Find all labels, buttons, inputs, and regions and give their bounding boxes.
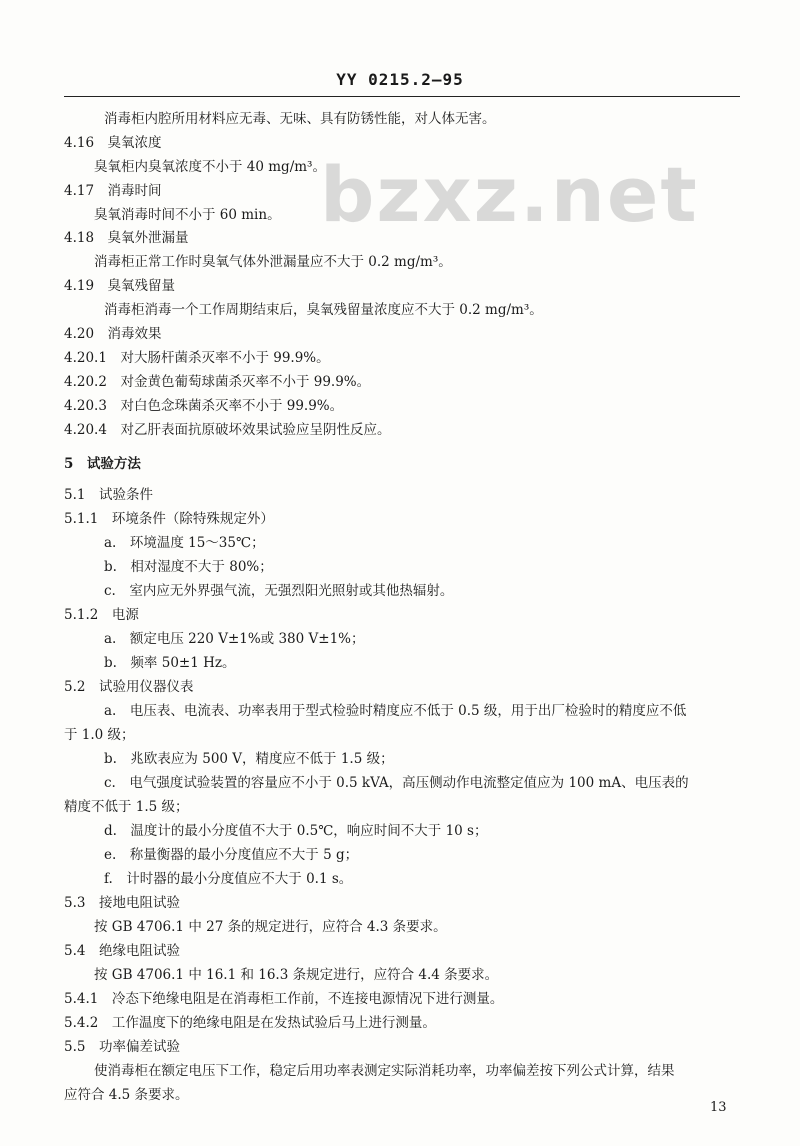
section-heading: 5.3 接地电阻试验 <box>64 895 180 911</box>
list-item: b. 兆欧表应为 500 V，精度应不低于 1.5 级； <box>104 751 394 767</box>
text-line: 臭氧柜内臭氧浓度不小于 40 mg/m³。 <box>94 159 326 175</box>
list-item-continuation: 精度不低于 1.5 级； <box>64 799 189 815</box>
section-heading: 5.1 试验条件 <box>64 487 153 503</box>
list-item: a. 电压表、电流表、功率表用于型式检验时精度应不低于 0.5 级，用于出厂检验时的精度应不低 <box>104 703 687 719</box>
list-item: f. 计时器的最小分度值应不大于 0.1 s。 <box>104 871 353 887</box>
section-heading: 4.17 消毒时间 <box>64 183 162 199</box>
text-line: 应符合 4.5 条要求。 <box>64 1087 189 1103</box>
text-line: 按 GB 4706.1 中 16.1 和 16.3 条规定进行，应符合 4.4 条要求。 <box>94 967 499 983</box>
page-number: 13 <box>710 1100 727 1115</box>
text-line: 消毒柜消毒一个工作周期结束后，臭氧残留量浓度应不大于 0.2 mg/m³。 <box>104 302 543 318</box>
page-header: YY 0215.2—95 <box>336 70 464 89</box>
list-item: c. 室内应无外界强气流，无强烈阳光照射或其他热辐射。 <box>104 583 454 599</box>
list-item: a. 环境温度 15～35℃； <box>104 535 265 551</box>
list-item: e. 称量衡器的最小分度值应不大于 5 g； <box>104 847 359 863</box>
list-item: a. 额定电压 220 V±1%或 380 V±1%； <box>104 631 365 647</box>
section-heading: 4.16 臭氧浓度 <box>64 135 162 151</box>
text-line: 臭氧消毒时间不小于 60 min。 <box>94 207 281 223</box>
text-line: 按 GB 4706.1 中 27 条的规定进行，应符合 4.3 条要求。 <box>94 919 447 935</box>
text-line: 消毒柜正常工作时臭氧气体外泄漏量应不大于 0.2 mg/m³。 <box>94 254 452 270</box>
list-item: d. 温度计的最小分度值不大于 0.5℃，响应时间不大于 10 s； <box>104 823 488 839</box>
section-heading: 5.2 试验用仪器仪表 <box>64 679 194 695</box>
list-item: b. 相对湿度不大于 80%； <box>104 559 273 575</box>
watermark: bzxz.net <box>320 150 699 239</box>
section-heading: 4.18 臭氧外泄漏量 <box>64 230 189 246</box>
text-line: 4.20.1 对大肠杆菌杀灭率不小于 99.9%。 <box>64 350 330 366</box>
section-heading: 5.5 功率偏差试验 <box>64 1039 180 1055</box>
section-heading: 4.19 臭氧残留量 <box>64 278 176 294</box>
header-rule <box>64 96 740 97</box>
text-line: 4.20.3 对白色念珠菌杀灭率不小于 99.9%。 <box>64 398 344 414</box>
text-line: 4.20.2 对金黄色葡萄球菌杀灭率不小于 99.9%。 <box>64 374 371 390</box>
text-line: 5.4.2 工作温度下的绝缘电阻是在发热试验后马上进行测量。 <box>64 1015 436 1031</box>
list-item: b. 频率 50±1 Hz。 <box>104 655 236 671</box>
text-line: 5.4.1 冷态下绝缘电阻是在消毒柜工作前，不连接电源情况下进行测量。 <box>64 991 504 1007</box>
chapter-heading: 5 试验方法 <box>64 456 141 472</box>
section-heading: 4.20 消毒效果 <box>64 326 162 342</box>
text-line: 消毒柜内腔所用材料应无毒、无味、具有防锈性能，对人体无害。 <box>104 111 496 127</box>
list-item: c. 电气强度试验装置的容量应不小于 0.5 kVA，高压侧动作电流整定值应为 100 mA、电压表的 <box>104 775 689 791</box>
section-heading: 5.1.2 电源 <box>64 607 139 623</box>
section-heading: 5.4 绝缘电阻试验 <box>64 943 180 959</box>
text-line: 使消毒柜在额定电压下工作，稳定后用功率表测定实际消耗功率，功率偏差按下列公式计算，结果 <box>94 1063 675 1079</box>
section-heading: 5.1.1 环境条件（除特殊规定外） <box>64 511 274 527</box>
list-item-continuation: 于 1.0 级； <box>64 727 135 743</box>
text-line: 4.20.4 对乙肝表面抗原破坏效果试验应呈阴性反应。 <box>64 422 391 438</box>
